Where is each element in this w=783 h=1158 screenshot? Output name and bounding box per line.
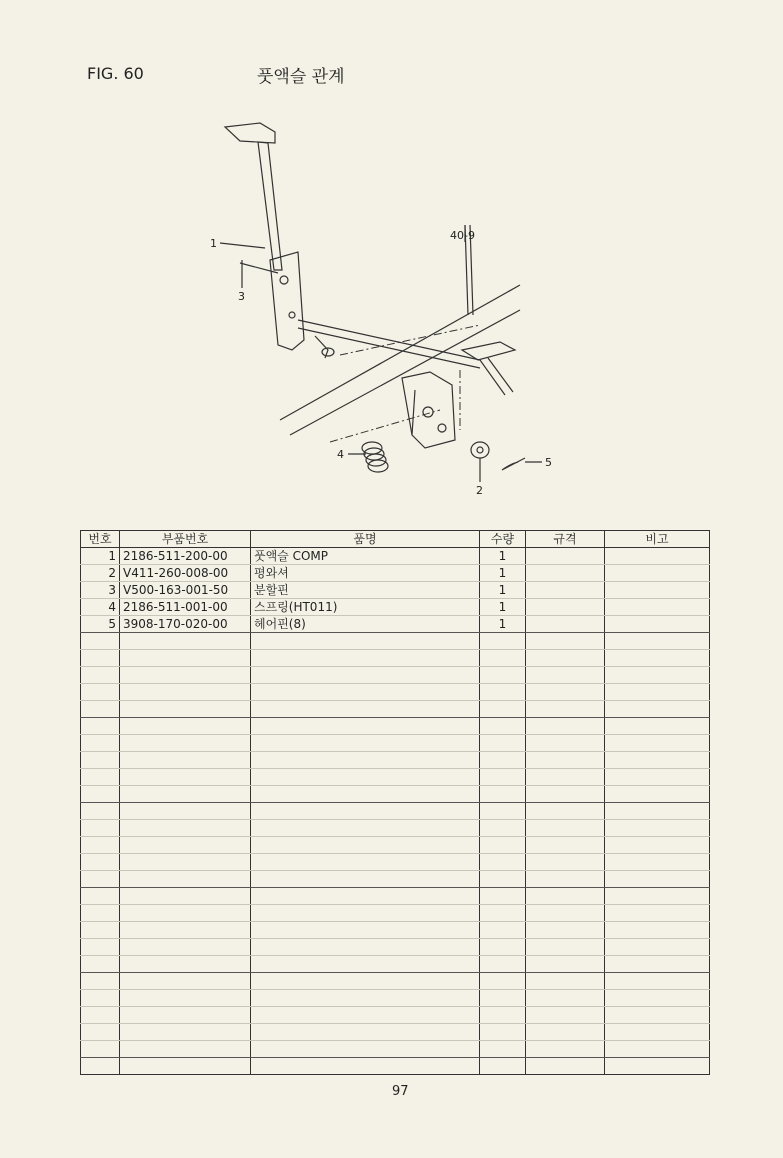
cell-spec [526,769,605,786]
cell-note [605,667,710,684]
cell-no: 2 [81,565,120,582]
cell-note [605,837,710,854]
cell-note [605,1007,710,1024]
cell-spec [526,548,605,565]
cell-part [120,769,251,786]
table-row [81,599,710,616]
cell-note [605,599,710,616]
table-row [81,752,710,769]
cell-part [120,1007,251,1024]
cell-spec [526,820,605,837]
cell-name: 헤어핀(8) [251,616,480,633]
cell-note [605,1041,710,1058]
cell-part [120,973,251,990]
table-row [81,718,710,735]
table-row [81,990,710,1007]
cell-part [120,939,251,956]
cell-spec [526,718,605,735]
cell-note [605,735,710,752]
cell-no: 1 [81,548,120,565]
table-row [81,616,710,633]
cell-name [251,1024,480,1041]
cell-spec [526,1024,605,1041]
table-row [81,905,710,922]
cell-no: 3 [81,582,120,599]
parts-table [80,530,710,1075]
cell-spec [526,939,605,956]
table-row [81,701,710,718]
cell-note [605,616,710,633]
table-row [81,1007,710,1024]
table-row [81,820,710,837]
cell-spec [526,1041,605,1058]
table-row [81,684,710,701]
cell-note [605,854,710,871]
callout-2: 2 [476,484,483,497]
cell-qty [480,939,526,956]
cell-no [81,752,120,769]
cell-part [120,888,251,905]
cell-name [251,990,480,1007]
cell-part [120,752,251,769]
cell-name [251,922,480,939]
cell-name [251,1007,480,1024]
cell-qty: 1 [480,582,526,599]
cell-no [81,939,120,956]
cell-note [605,956,710,973]
cell-note [605,548,710,565]
cell-name [251,1058,480,1075]
col-header-spec: 규격 [526,531,605,548]
cell-no [81,837,120,854]
cell-no [81,888,120,905]
cell-part [120,684,251,701]
cell-no [81,667,120,684]
cell-spec [526,803,605,820]
cell-no [81,684,120,701]
cell-part [120,786,251,803]
cell-qty [480,684,526,701]
cell-qty [480,786,526,803]
table-header [81,531,710,548]
callout-1: 1 [210,237,217,250]
cell-part [120,1041,251,1058]
cell-qty [480,633,526,650]
cell-name [251,786,480,803]
cell-qty [480,905,526,922]
cell-spec [526,616,605,633]
table-row [81,650,710,667]
cell-note [605,701,710,718]
cell-no [81,973,120,990]
cell-note [605,871,710,888]
cell-no [81,820,120,837]
table-row [81,922,710,939]
cell-qty [480,701,526,718]
cell-note [605,939,710,956]
cell-note [605,769,710,786]
cell-name [251,684,480,701]
cell-name [251,633,480,650]
cell-no [81,718,120,735]
page-number: 97 [392,1084,409,1099]
cell-qty [480,667,526,684]
cell-spec [526,565,605,582]
cell-no [81,922,120,939]
cell-name [251,820,480,837]
cell-qty [480,837,526,854]
cell-qty [480,1058,526,1075]
cell-no [81,735,120,752]
cell-spec [526,854,605,871]
cell-spec [526,1007,605,1024]
table-row [81,871,710,888]
cell-note [605,650,710,667]
cell-part [120,871,251,888]
cell-qty: 1 [480,548,526,565]
cell-name [251,854,480,871]
cell-spec [526,684,605,701]
cell-note [605,803,710,820]
cell-no [81,871,120,888]
cell-part [120,854,251,871]
cell-qty: 1 [480,616,526,633]
table-row [81,786,710,803]
cell-qty [480,803,526,820]
cell-part [120,922,251,939]
cell-name [251,837,480,854]
cell-note [605,582,710,599]
cell-spec [526,888,605,905]
cell-qty: 1 [480,599,526,616]
cell-no [81,633,120,650]
cell-no [81,803,120,820]
cell-spec [526,922,605,939]
cell-qty: 1 [480,565,526,582]
cell-part [120,905,251,922]
cell-no [81,786,120,803]
cell-part: 3908-170-020-00 [120,616,251,633]
cell-note [605,718,710,735]
cell-spec [526,990,605,1007]
fig-label: FIG. 60 [87,64,144,83]
cell-spec [526,786,605,803]
callout-40-9: 40-9 [450,229,475,242]
cell-name: 평와셔 [251,565,480,582]
table-row [81,769,710,786]
cell-name [251,1041,480,1058]
cell-note [605,752,710,769]
cell-part [120,718,251,735]
table-row [81,565,710,582]
cell-part [120,1024,251,1041]
table-row [81,956,710,973]
table-row [81,854,710,871]
cell-qty [480,718,526,735]
cell-part: 2186-511-001-00 [120,599,251,616]
cell-no [81,956,120,973]
table-row [81,803,710,820]
table-row [81,1058,710,1075]
table-row [81,939,710,956]
cell-qty [480,888,526,905]
cell-no [81,701,120,718]
cell-name [251,718,480,735]
cell-qty [480,990,526,1007]
cell-spec [526,837,605,854]
cell-no [81,990,120,1007]
table-row [81,667,710,684]
cell-qty [480,769,526,786]
cell-part: V411-260-008-00 [120,565,251,582]
cell-part [120,633,251,650]
cell-no [81,1041,120,1058]
cell-part [120,820,251,837]
cell-spec [526,956,605,973]
cell-qty [480,735,526,752]
table-row [81,582,710,599]
cell-part [120,667,251,684]
cell-note [605,633,710,650]
table-row [81,837,710,854]
cell-spec [526,599,605,616]
col-header-qty: 수량 [480,531,526,548]
cell-spec [526,633,605,650]
cell-name [251,650,480,667]
cell-part [120,956,251,973]
cell-spec [526,667,605,684]
cell-name [251,871,480,888]
cell-name [251,905,480,922]
col-header-part: 부품번호 [120,531,251,548]
cell-part [120,650,251,667]
cell-note [605,905,710,922]
cell-part [120,1058,251,1075]
cell-note [605,684,710,701]
table-row [81,888,710,905]
cell-spec [526,973,605,990]
cell-name [251,701,480,718]
table-row [81,973,710,990]
cell-spec [526,582,605,599]
cell-spec [526,650,605,667]
cell-qty [480,752,526,769]
cell-name [251,769,480,786]
cell-spec [526,701,605,718]
table-row [81,735,710,752]
cell-note [605,565,710,582]
cell-no [81,1058,120,1075]
cell-part [120,803,251,820]
cell-qty [480,1024,526,1041]
cell-note [605,922,710,939]
cell-note [605,1024,710,1041]
cell-name [251,956,480,973]
cell-spec [526,735,605,752]
cell-note [605,888,710,905]
cell-name: 분할핀 [251,582,480,599]
table-row [81,548,710,565]
col-header-name: 품명 [251,531,480,548]
cell-no [81,650,120,667]
parts-diagram [180,110,580,500]
cell-qty [480,650,526,667]
cell-no: 4 [81,599,120,616]
cell-no [81,905,120,922]
table-row [81,1041,710,1058]
cell-spec [526,1058,605,1075]
cell-qty [480,1007,526,1024]
cell-qty [480,956,526,973]
cell-name [251,735,480,752]
cell-name [251,888,480,905]
cell-note [605,973,710,990]
cell-qty [480,871,526,888]
cell-qty [480,854,526,871]
col-header-note: 비고 [605,531,710,548]
cell-spec [526,752,605,769]
callout-4: 4 [337,448,344,461]
callout-5: 5 [545,456,552,469]
cell-part [120,837,251,854]
cell-no [81,854,120,871]
cell-note [605,990,710,1007]
cell-no: 5 [81,616,120,633]
cell-part [120,990,251,1007]
cell-qty [480,820,526,837]
cell-name [251,667,480,684]
cell-no [81,769,120,786]
cell-qty [480,922,526,939]
cell-note [605,820,710,837]
cell-note [605,786,710,803]
cell-name [251,752,480,769]
cell-part [120,735,251,752]
cell-name: 스프링(HT011) [251,599,480,616]
cell-no [81,1024,120,1041]
cell-qty [480,1041,526,1058]
cell-name: 풋액슬 COMP [251,548,480,565]
cell-name [251,803,480,820]
cell-part: 2186-511-200-00 [120,548,251,565]
callout-3: 3 [238,290,245,303]
col-header-no: 번호 [81,531,120,548]
cell-qty [480,973,526,990]
table-row [81,1024,710,1041]
cell-no [81,1007,120,1024]
table-row [81,633,710,650]
page-title: 풋액슬 관계 [257,67,345,87]
cell-spec [526,905,605,922]
cell-spec [526,871,605,888]
cell-name [251,939,480,956]
cell-part [120,701,251,718]
cell-note [605,1058,710,1075]
cell-part: V500-163-001-50 [120,582,251,599]
cell-name [251,973,480,990]
